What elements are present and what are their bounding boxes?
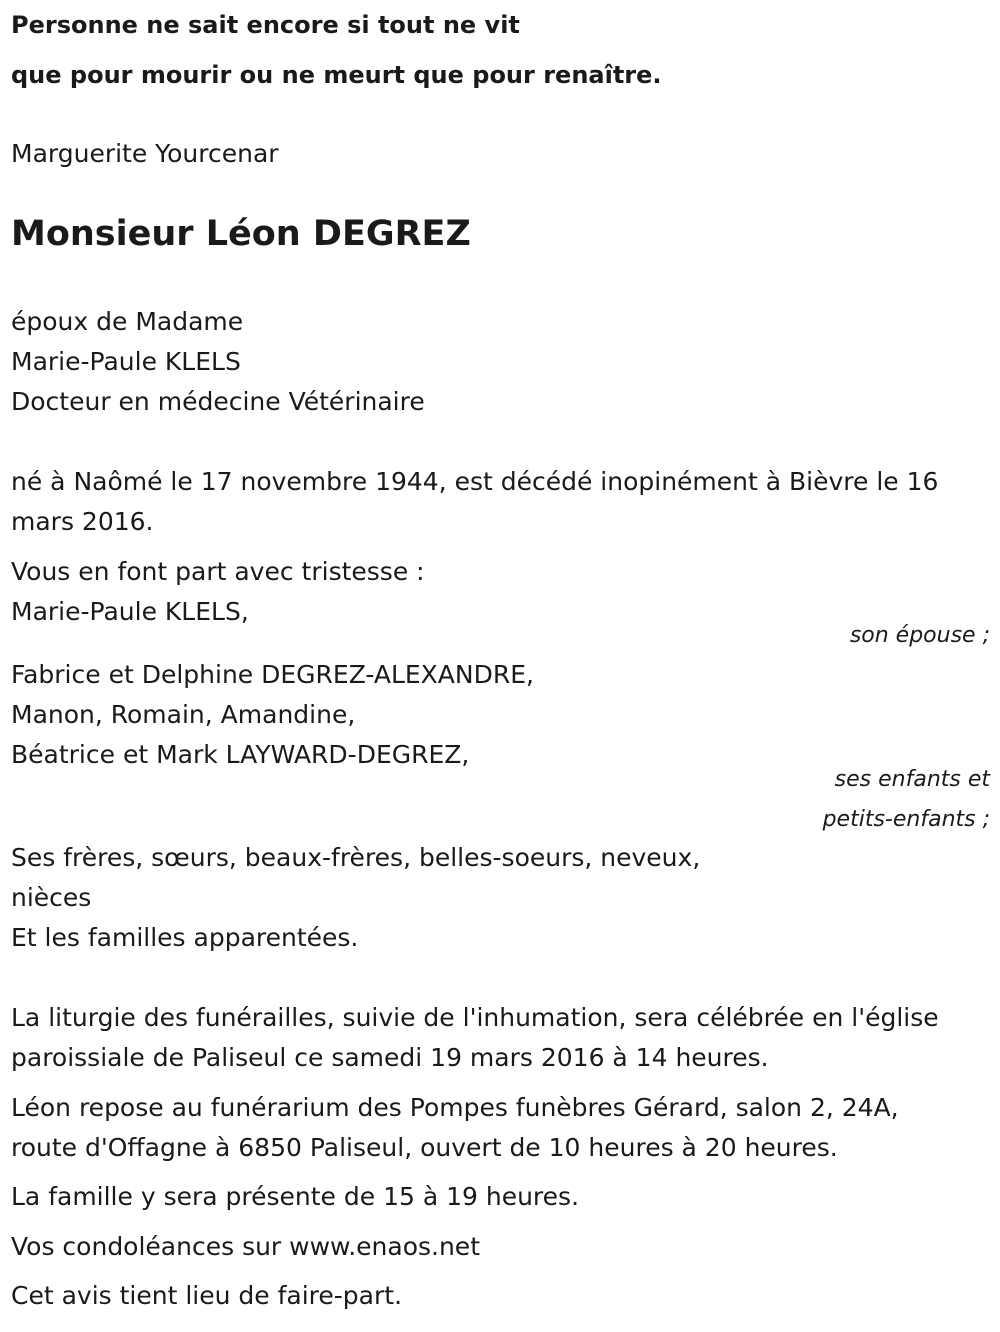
- family-spouse: Marie-Paule KLELS,: [11, 597, 249, 626]
- spouse-intro: époux de Madame: [11, 307, 244, 336]
- spouse-role: son épouse ;: [849, 623, 990, 648]
- siblings-line-1: Ses frères, sœurs, beaux-frères, belles-soeurs, neveux,: [11, 843, 701, 872]
- spouse-name: Marie-Paule KLELS: [11, 347, 241, 376]
- siblings-line-2: nièces: [11, 883, 92, 912]
- liturgy-line-1: La liturgie des funérailles, suivie de l'inhumation, sera célébrée en l'église: [11, 1003, 939, 1032]
- funeral-home-line-2: route d'Offagne à 6850 Paliseul, ouvert de 10 heures à 20 heures.: [11, 1133, 838, 1162]
- profession: Docteur en médecine Vétérinaire: [11, 387, 425, 416]
- notice-statement: Cet avis tient lieu de faire-part.: [11, 1281, 403, 1310]
- child-family: Béatrice et Mark LAYWARD-DEGREZ,: [11, 740, 470, 769]
- family-intro: Vous en font part avec tristesse :: [11, 557, 425, 586]
- children-role-line-2: petits-enfants ;: [822, 807, 990, 832]
- birth-death-line-1: né à Naômé le 17 novembre 1944, est décédé inopinément à Bièvre le 16: [11, 467, 939, 496]
- condolences-link-text: Vos condoléances sur www.enaos.net: [11, 1232, 480, 1261]
- epigraph-author: Marguerite Yourcenar: [11, 139, 279, 168]
- deceased-name: Monsieur Léon DEGREZ: [11, 214, 471, 254]
- liturgy-line-2: paroissiale de Paliseul ce samedi 19 mars 2016 à 14 heures.: [11, 1043, 769, 1072]
- family-presence: La famille y sera présente de 15 à 19 heures.: [11, 1182, 580, 1211]
- epigraph-line-2: que pour mourir ou ne meurt que pour renaître.: [11, 61, 662, 89]
- epigraph-line-1: Personne ne sait encore si tout ne vit: [11, 11, 520, 39]
- children-role-line-1: ses enfants et: [834, 767, 990, 792]
- child-family: Fabrice et Delphine DEGREZ-ALEXANDRE,: [11, 660, 534, 689]
- related-families: Et les familles apparentées.: [11, 923, 359, 952]
- funeral-home-line-1: Léon repose au funérarium des Pompes funèbres Gérard, salon 2, 24A,: [11, 1093, 899, 1122]
- birth-death-line-2: mars 2016.: [11, 507, 154, 536]
- grandchildren: Manon, Romain, Amandine,: [11, 700, 356, 729]
